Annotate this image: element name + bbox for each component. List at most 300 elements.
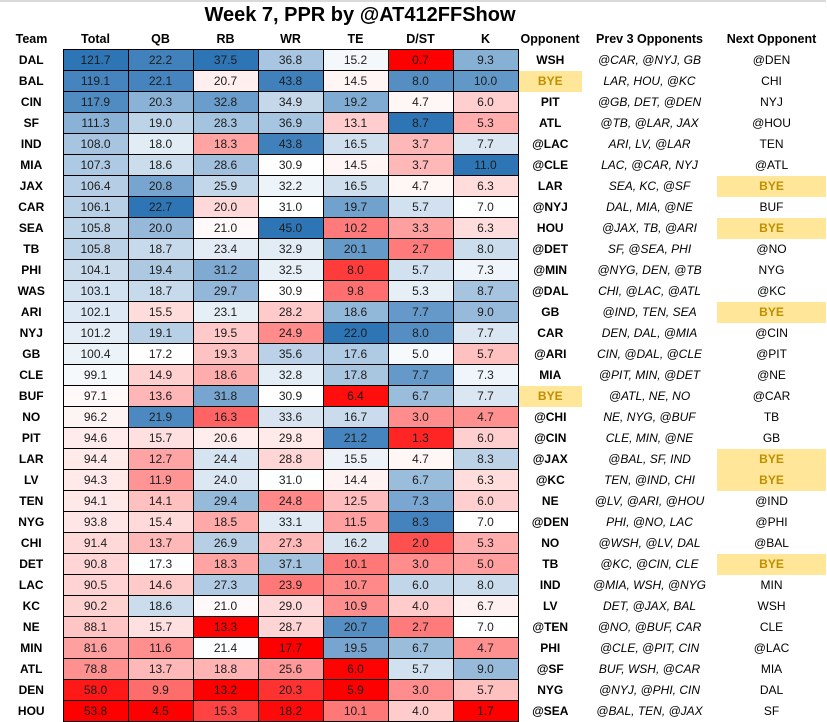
k-score-cell: 6.0 [453,92,518,113]
wr-score-cell: 45.0 [258,218,323,239]
k-score-cell: 6.3 [453,470,518,491]
k-score-cell: 6.0 [453,428,518,449]
team-cell: BUF [18,389,44,403]
total-score-cell: 106.4 [63,176,128,197]
total-score-cell: 99.1 [63,365,128,386]
k-score-cell: 8.7 [453,281,518,302]
k-score-cell: 9.0 [453,659,518,680]
table-row-lv [0,470,826,491]
table-row-mia [0,155,826,176]
k-score-cell: 7.7 [453,134,518,155]
opponent-cell: @TEN [532,620,569,634]
qb-score-cell: 12.7 [128,449,193,470]
te-score-cell: 20.7 [323,617,388,638]
team-cell: PHI [21,263,42,277]
total-score-cell: 111.3 [63,113,128,134]
team-cell: NYG [18,515,45,529]
next-opponent-cell: @PIT [756,347,787,361]
wr-score-cell: 24.9 [258,323,323,344]
prev3-opponents-cell: @KC, @CIN, CLE [600,557,699,571]
k-score-cell: 5.3 [453,113,518,134]
rb-score-cell: 21.0 [193,218,258,239]
next-opponent-cell: @CIN [755,326,788,340]
opponent-cell: @NYJ [532,200,568,214]
team-cell: DEN [18,683,44,697]
qb-score-cell: 9.9 [128,680,193,701]
opponent-cell: @CLE [532,158,569,172]
total-score-cell: 108.0 [63,134,128,155]
total-score-cell: 105.8 [63,218,128,239]
prev3-opponents-cell: SEA, KC, @SF [608,179,691,193]
wr-score-cell: 35.6 [258,344,323,365]
qb-score-cell: 15.7 [128,617,193,638]
rb-score-cell: 18.8 [193,659,258,680]
rb-score-cell: 23.4 [193,239,258,260]
te-score-cell: 16.7 [323,407,388,428]
qb-score-cell: 19.4 [128,260,193,281]
opponent-cell: @MIN [533,263,568,277]
team-cell: TEN [19,494,44,508]
rb-score-cell: 23.1 [193,302,258,323]
qb-score-cell: 4.5 [128,701,193,722]
table-row-kc [0,596,826,617]
k-score-cell: 4.7 [453,638,518,659]
next-opponent-cell: BYE [717,554,826,575]
total-score-cell: 119.1 [63,71,128,92]
k-score-cell: 1.7 [453,701,518,722]
next-opponent-cell: BYE [717,449,826,470]
opponent-cell: @CIN [534,431,567,445]
qb-score-cell: 11.6 [128,638,193,659]
dst-score-cell: 4.7 [388,449,453,470]
prev3-opponents-cell: NE, NYG, @BUF [603,410,696,424]
k-score-cell: 8.0 [453,239,518,260]
prev3-opponents-cell: @CAR, @NYJ, GB [597,53,702,67]
col-header-k: K [453,28,518,50]
opponent-cell: @ARI [534,347,567,361]
rb-score-cell: 18.6 [193,365,258,386]
k-score-cell: 7.0 [453,197,518,218]
wr-score-cell: 36.8 [258,50,323,71]
dst-score-cell: 4.0 [388,701,453,722]
col-header-prev3: Prev 3 Opponents [582,28,717,50]
te-score-cell: 10.9 [323,596,388,617]
team-cell: JAX [19,179,43,193]
next-opponent-cell: BYE [717,302,826,323]
next-opponent-cell: @HOU [752,116,791,130]
qb-score-cell: 13.7 [128,533,193,554]
opponent-cell: ATL [539,116,562,130]
qb-score-cell: 22.7 [128,197,193,218]
wr-score-cell: 28.8 [258,449,323,470]
te-score-cell: 5.9 [323,680,388,701]
wr-score-cell: 27.3 [258,533,323,554]
wr-score-cell: 24.8 [258,491,323,512]
qb-score-cell: 18.7 [128,239,193,260]
team-cell: MIA [20,158,43,172]
dst-score-cell: 3.0 [388,407,453,428]
prev3-opponents-cell: @MIA, WSH, @NYG [592,578,707,592]
table-row-det [0,554,826,575]
total-score-cell: 91.4 [63,533,128,554]
opponent-cell: PHI [540,641,561,655]
te-score-cell: 6.0 [323,659,388,680]
opponent-cell: PIT [540,95,560,109]
team-cell: ATL [20,662,43,676]
next-opponent-cell: GB [762,431,781,445]
table-row-nyg [0,512,826,533]
qb-score-cell: 15.4 [128,512,193,533]
te-score-cell: 22.0 [323,323,388,344]
rb-score-cell: 18.3 [193,554,258,575]
dst-score-cell: 8.0 [388,323,453,344]
dst-score-cell: 6.7 [388,638,453,659]
opponent-cell: @KC [535,473,565,487]
col-header-rb: RB [193,28,258,50]
team-cell: NYJ [19,326,43,340]
rb-score-cell: 21.4 [193,638,258,659]
table-row-hou [0,701,826,722]
next-opponent-cell: BYE [717,176,826,197]
qb-score-cell: 18.7 [128,281,193,302]
k-score-cell: 7.7 [453,323,518,344]
dst-score-cell: 4.7 [388,176,453,197]
te-score-cell: 13.1 [323,113,388,134]
wr-score-cell: 17.7 [258,638,323,659]
dst-score-cell: 5.7 [388,260,453,281]
table-row-den [0,680,826,701]
opponent-cell: HOU [536,221,564,235]
rb-score-cell: 20.6 [193,428,258,449]
next-opponent-cell: NYG [758,263,785,277]
next-opponent-cell: @CAR [752,389,791,403]
prev3-opponents-cell: @LV, @ARI, @HOU [594,494,705,508]
dst-score-cell: 5.7 [388,659,453,680]
table-row-no [0,407,826,428]
k-score-cell: 9.3 [453,50,518,71]
prev3-opponents-cell: CLE, MIN, @NE [605,431,694,445]
qb-score-cell: 18.6 [128,596,193,617]
next-opponent-cell: @ATL [754,158,789,172]
dst-score-cell: 2.0 [388,533,453,554]
k-score-cell: 5.7 [453,344,518,365]
team-cell: IND [20,137,42,151]
dst-score-cell: 3.7 [388,134,453,155]
table-row-cin [0,92,826,113]
table-row-phi [0,260,826,281]
col-header-total: Total [63,28,128,50]
te-score-cell: 10.7 [323,575,388,596]
dst-score-cell: 5.0 [388,344,453,365]
rb-score-cell: 27.3 [193,575,258,596]
prev3-opponents-cell: @PIT, MIN, @DET [598,368,701,382]
k-score-cell: 5.7 [453,680,518,701]
rb-score-cell: 24.4 [193,449,258,470]
prev3-opponents-cell: @GB, DET, @DEN [597,95,702,109]
team-cell: DAL [18,53,44,67]
qb-score-cell: 22.1 [128,71,193,92]
team-cell: CHI [20,536,42,550]
te-score-cell: 16.5 [323,134,388,155]
rb-score-cell: 20.0 [193,197,258,218]
te-score-cell: 14.5 [323,155,388,176]
k-score-cell: 6.7 [453,596,518,617]
table-row-ari [0,302,826,323]
team-cell: CIN [20,95,42,109]
team-cell: NO [22,410,41,424]
table-row-nyj [0,323,826,344]
qb-score-cell: 14.9 [128,365,193,386]
col-header-opponent: Opponent [518,28,582,50]
qb-score-cell: 14.1 [128,491,193,512]
team-cell: CLE [19,368,44,382]
qb-score-cell: 11.9 [128,470,193,491]
next-opponent-cell: DAL [759,683,784,697]
te-score-cell: 11.5 [323,512,388,533]
total-score-cell: 58.0 [63,680,128,701]
next-opponent-cell: @LAC [753,641,790,655]
team-cell: SF [23,116,39,130]
prev3-opponents-cell: SF, @SEA, PHI [607,242,692,256]
k-score-cell: 5.0 [453,554,518,575]
rb-score-cell: 32.8 [193,92,258,113]
next-opponent-cell: TB [763,410,780,424]
te-score-cell: 15.5 [323,449,388,470]
te-score-cell: 16.2 [323,533,388,554]
wr-score-cell: 18.2 [258,701,323,722]
table-row-lac [0,575,826,596]
wr-score-cell: 43.8 [258,71,323,92]
total-score-cell: 90.8 [63,554,128,575]
dst-score-cell: 4.7 [388,92,453,113]
opponent-cell: LV [543,599,558,613]
next-opponent-cell: @NE [757,368,786,382]
qb-score-cell: 20.8 [128,176,193,197]
next-opponent-cell: @KC [757,284,786,298]
next-opponent-cell: TEN [759,137,784,151]
qb-score-cell: 20.3 [128,92,193,113]
wr-score-cell: 30.9 [258,155,323,176]
opponent-cell: TB [542,557,559,571]
te-score-cell: 19.7 [323,197,388,218]
k-score-cell: 8.0 [453,575,518,596]
qb-score-cell: 22.2 [128,50,193,71]
team-cell: MIN [20,641,43,655]
table-row-bal [0,71,826,92]
qb-score-cell: 18.6 [128,155,193,176]
wr-score-cell: 28.7 [258,617,323,638]
qb-score-cell: 14.6 [128,575,193,596]
team-cell: PIT [21,431,41,445]
qb-score-cell: 20.0 [128,218,193,239]
rb-score-cell: 31.8 [193,386,258,407]
prev3-opponents-cell: DET, @JAX, BAL [602,599,697,613]
prev3-opponents-cell: @JAX, TB, @ARI [601,221,698,235]
rb-score-cell: 26.9 [193,533,258,554]
wr-score-cell: 31.0 [258,470,323,491]
rb-score-cell: 24.0 [193,470,258,491]
prev3-opponents-cell: LAC, @CAR, NYJ [601,158,698,172]
wr-score-cell: 32.8 [258,365,323,386]
total-score-cell: 90.5 [63,575,128,596]
dst-score-cell: 2.7 [388,239,453,260]
prev3-opponents-cell: DEN, DAL, @MIA [601,326,698,340]
rb-score-cell: 28.3 [193,113,258,134]
k-score-cell: 9.0 [453,302,518,323]
wr-score-cell: 33.6 [258,407,323,428]
col-header-team: Team [0,28,63,50]
dst-score-cell: 8.3 [388,512,453,533]
total-score-cell: 100.4 [63,344,128,365]
table-row-ne [0,617,826,638]
prev3-opponents-cell: TEN, @IND, CHI [604,473,695,487]
prev3-opponents-cell: @IND, TEN, SEA [602,305,697,319]
rb-score-cell: 18.5 [193,512,258,533]
table-row-was [0,281,826,302]
k-score-cell: 7.0 [453,512,518,533]
qb-score-cell: 19.1 [128,323,193,344]
ppr-table [0,28,827,722]
dst-score-cell: 8.7 [388,113,453,134]
prev3-opponents-cell: @TB, @LAR, JAX [600,116,699,130]
team-cell: LV [24,473,39,487]
rb-score-cell: 19.5 [193,323,258,344]
col-header-qb: QB [128,28,193,50]
prev3-opponents-cell: @CLE, @PIT, CIN [599,641,700,655]
wr-score-cell: 34.9 [258,92,323,113]
opponent-cell: @SF [536,662,564,676]
qb-score-cell: 13.6 [128,386,193,407]
next-opponent-cell: @IND [755,494,788,508]
rb-score-cell: 18.3 [193,134,258,155]
te-score-cell: 20.1 [323,239,388,260]
dst-score-cell: 3.0 [388,680,453,701]
prev3-opponents-cell: CIN, @DAL, @CLE [596,347,703,361]
rb-score-cell: 13.2 [193,680,258,701]
total-score-cell: 107.3 [63,155,128,176]
dst-score-cell: 6.0 [388,575,453,596]
team-cell: LAC [18,578,44,592]
k-score-cell: 7.0 [453,617,518,638]
next-opponent-cell: @NO [756,242,787,256]
total-score-cell: 94.1 [63,491,128,512]
opponent-cell: @SEA [532,704,569,718]
total-score-cell: 101.2 [63,323,128,344]
total-score-cell: 121.7 [63,50,128,71]
prev3-opponents-cell: PHI, @NO, LAC [606,515,693,529]
wr-score-cell: 29.0 [258,596,323,617]
opponent-cell: GB [541,305,560,319]
qb-score-cell: 17.3 [128,554,193,575]
total-score-cell: 81.6 [63,638,128,659]
rb-score-cell: 21.0 [193,596,258,617]
qb-score-cell: 21.9 [128,407,193,428]
table-row-jax [0,176,826,197]
team-cell: WAS [17,284,45,298]
te-score-cell: 14.5 [323,71,388,92]
table-row-chi [0,533,826,554]
opponent-cell: IND [539,578,561,592]
te-score-cell: 14.4 [323,470,388,491]
te-score-cell: 21.2 [323,428,388,449]
k-score-cell: 7.7 [453,386,518,407]
opponent-cell: NE [541,494,559,508]
wr-score-cell: 43.8 [258,134,323,155]
rb-score-cell: 28.6 [193,155,258,176]
prev3-opponents-cell: @BAL, SF, IND [608,452,691,466]
prev3-opponents-cell: CHI, @LAC, @ATL [598,284,701,298]
prev3-opponents-cell: @NYG, DEN, @TB [597,263,702,277]
qb-score-cell: 15.7 [128,428,193,449]
total-score-cell: 78.8 [63,659,128,680]
dst-score-cell: 8.0 [388,71,453,92]
k-score-cell: 6.0 [453,491,518,512]
te-score-cell: 10.1 [323,554,388,575]
te-score-cell: 19.2 [323,92,388,113]
next-opponent-cell: SF [763,704,780,718]
next-opponent-cell: NYJ [760,95,783,109]
k-score-cell: 6.3 [453,176,518,197]
dst-score-cell: 5.3 [388,281,453,302]
total-score-cell: 94.4 [63,449,128,470]
header-row [0,28,826,50]
opponent-cell: BYE [518,71,582,92]
rb-score-cell: 31.2 [193,260,258,281]
table-row-atl [0,659,826,680]
wr-score-cell: 32.2 [258,176,323,197]
dst-score-cell: 3.3 [388,218,453,239]
te-score-cell: 17.6 [323,344,388,365]
next-opponent-cell: WSH [757,599,786,613]
table-row-min [0,638,826,659]
col-header-next: Next Opponent [717,28,826,50]
total-score-cell: 102.1 [63,302,128,323]
next-opponent-cell: BYE [717,470,826,491]
next-opponent-cell: @BAL [754,536,789,550]
next-opponent-cell: @PHI [755,515,788,529]
team-cell: ARI [20,305,42,319]
opponent-cell: CAR [537,326,564,340]
total-score-cell: 94.6 [63,428,128,449]
col-header-wr: WR [258,28,323,50]
wr-score-cell: 30.9 [258,386,323,407]
wr-score-cell: 32.9 [258,239,323,260]
wr-score-cell: 28.2 [258,302,323,323]
total-score-cell: 93.8 [63,512,128,533]
te-score-cell: 8.0 [323,260,388,281]
team-cell: TB [23,242,40,256]
total-score-cell: 90.2 [63,596,128,617]
rb-score-cell: 19.3 [193,344,258,365]
table-row-sea [0,218,826,239]
opponent-cell: @DAL [532,284,569,298]
table-row-buf [0,386,826,407]
rb-score-cell: 29.7 [193,281,258,302]
total-score-cell: 97.1 [63,386,128,407]
wr-score-cell: 29.8 [258,428,323,449]
team-cell: SEA [18,221,44,235]
total-score-cell: 96.2 [63,407,128,428]
k-score-cell: 10.0 [453,71,518,92]
prev3-opponents-cell: LAR, HOU, @KC [603,74,696,88]
col-header-dst: D/ST [388,28,453,50]
te-score-cell: 15.2 [323,50,388,71]
total-score-cell: 104.1 [63,260,128,281]
opponent-cell: LAR [537,179,563,193]
qb-score-cell: 18.0 [128,134,193,155]
te-score-cell: 16.5 [323,176,388,197]
table-row-gb [0,344,826,365]
